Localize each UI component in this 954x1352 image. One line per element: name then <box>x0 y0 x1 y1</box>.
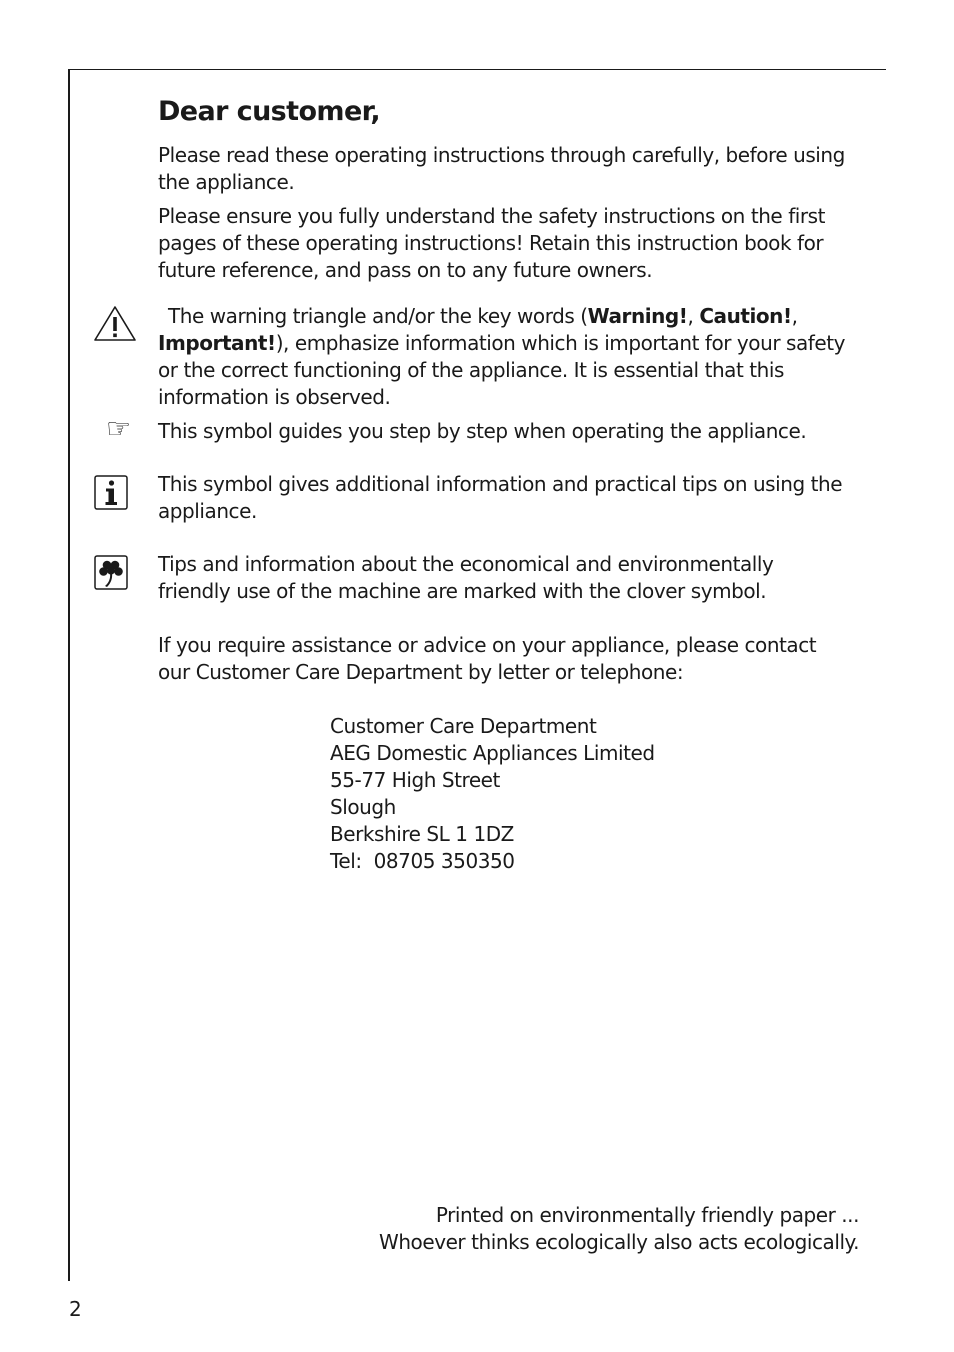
info-icon <box>94 475 128 510</box>
intro-paragraph-2: Please ensure you fully understand the safety instructions on the first pages of these operating instructions! Retain this instruction book for future reference, and pass on to any future owners. <box>158 204 826 282</box>
warning-paragraph: The warning triangle and/or the key words (Warning!, Caution!, Important!), emphasize information which is important for your safety or the correct functioning of the appliance. It is essential that this information is observed. <box>158 304 845 409</box>
keyword-caution: Caution! <box>699 304 792 328</box>
page-title: Dear customer, <box>158 96 381 127</box>
intro-paragraph-1: Please read these operating instructions through carefully, before using the appliance. <box>158 143 845 194</box>
clover-icon <box>94 555 128 590</box>
info-paragraph: This symbol gives additional information and practical tips on using the appliance. <box>158 472 843 523</box>
keyword-important: Important! <box>158 331 276 355</box>
left-rule <box>68 69 70 1281</box>
eco-paragraph: Tips and information about the economical and environmentally friendly use of the machine are marked with the clover symbol. <box>158 552 774 603</box>
page-number: 2 <box>69 1297 82 1321</box>
address-street: 55-77 High Street <box>330 768 500 792</box>
address-telephone: Tel: 08705 350350 <box>330 849 515 873</box>
keyword-warning: Warning! <box>587 304 688 328</box>
step-symbol-paragraph: This symbol guides you step by step when operating the appliance. <box>158 419 807 443</box>
assistance-paragraph: If you require assistance or advice on your appliance, please contact our Customer Care Department by letter or telephone: <box>158 633 817 684</box>
address-department: Customer Care Department <box>330 714 597 738</box>
top-rule <box>68 69 886 70</box>
footer-note: Printed on environmentally friendly paper ... Whoever thinks ecologically also acts ecologically. <box>379 1203 859 1254</box>
address-company: AEG Domestic Appliances Limited <box>330 741 655 765</box>
address-county-postcode: Berkshire SL 1 1DZ <box>330 822 514 846</box>
warning-triangle-icon <box>93 305 137 343</box>
address-town: Slough <box>330 795 396 819</box>
pointing-hand-icon: ☞ <box>106 412 132 445</box>
customer-care-address <box>330 713 655 875</box>
